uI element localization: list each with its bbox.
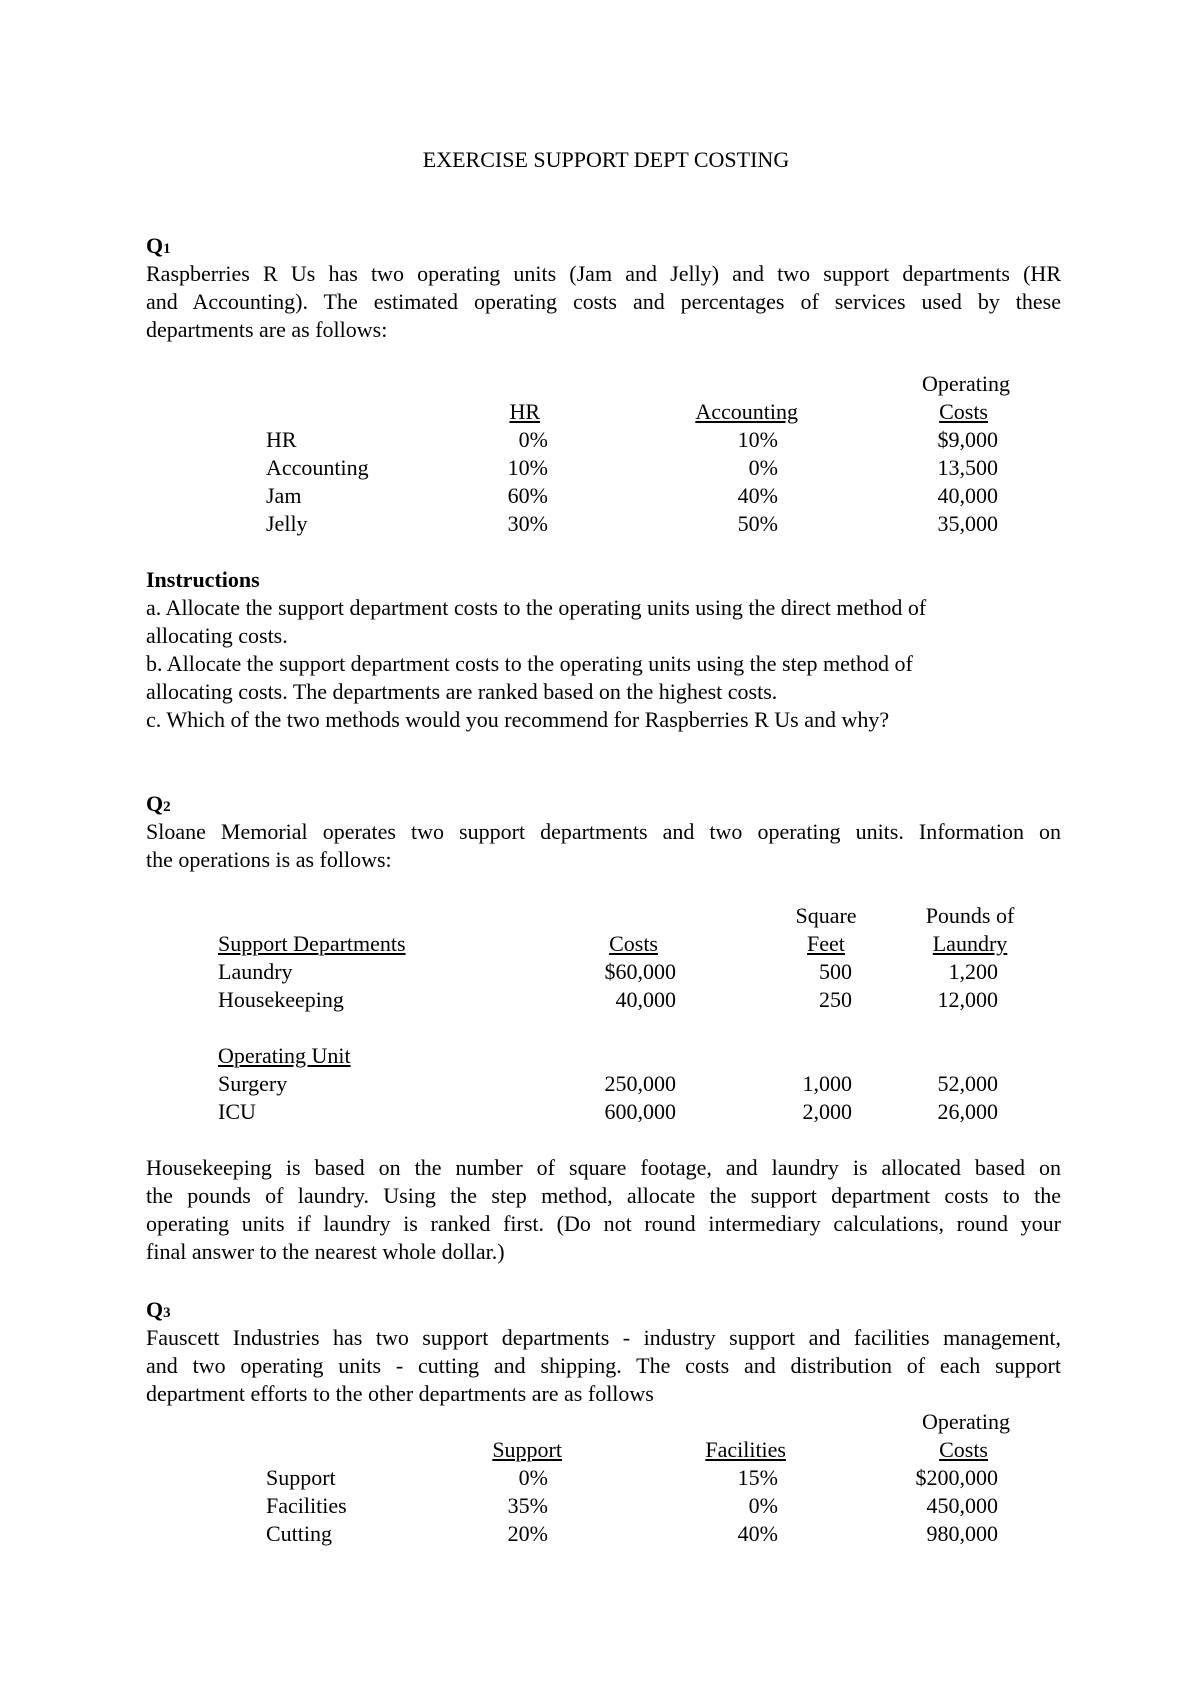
- q2-row-laundry: 12,000: [937, 987, 998, 1012]
- q2-row-costs: 40,000: [615, 987, 676, 1012]
- q3-intro-line: department efforts to the other departments are as follows: [146, 1381, 654, 1406]
- q1-row-costs: 40,000: [937, 483, 998, 508]
- q1-row-accounting: 40%: [737, 483, 778, 508]
- q2-row-label: ICU: [218, 1099, 256, 1124]
- q3-row-support: 20%: [507, 1521, 548, 1546]
- q3-row-label: Support: [266, 1465, 336, 1490]
- instruction-line: allocating costs. The departments are ranked based on the highest costs.: [146, 679, 778, 704]
- q1-row-costs: 35,000: [937, 511, 998, 536]
- q2-header-square: Square: [795, 903, 857, 928]
- q2-row-costs: 250,000: [604, 1071, 676, 1096]
- q1-header-hr: HR: [509, 399, 540, 424]
- q2-heading: Q2: [146, 791, 171, 816]
- q3-row-costs: $200,000: [915, 1465, 998, 1490]
- q2-operating-heading: Operating Unit: [218, 1043, 351, 1068]
- q3-row-costs: 450,000: [926, 1493, 998, 1518]
- q3-row-label: Facilities: [266, 1493, 347, 1518]
- q1-row-costs: 13,500: [937, 455, 998, 480]
- q2-row-laundry: 1,200: [948, 959, 998, 984]
- q3-row-support: 0%: [518, 1465, 548, 1490]
- q1-row-costs: $9,000: [937, 427, 998, 452]
- q1-instructions: [146, 594, 1061, 734]
- q2-note: [146, 1154, 1061, 1266]
- q3-row-facilities: 0%: [748, 1493, 778, 1518]
- q2-row-laundry: 52,000: [937, 1071, 998, 1096]
- q2-intro-line: the operations is as follows:: [146, 847, 392, 872]
- q1-header-costs: Costs: [939, 399, 988, 424]
- q3-header-costs: Costs: [939, 1437, 988, 1462]
- instruction-line: b. Allocate the support department costs to the operating units using the step method of: [146, 651, 913, 676]
- q2-row-feet: 250: [819, 987, 852, 1012]
- q2-intro-line: Sloane Memorial operates two support departments and two operating units. Information on: [146, 819, 1061, 844]
- q1-header-operating: Operating: [922, 371, 1010, 396]
- q2-header-costs: Costs: [609, 931, 658, 956]
- q2-row-feet: 500: [819, 959, 852, 984]
- q1-row-label: Accounting: [266, 455, 369, 480]
- q2-header-pounds: Pounds of: [925, 903, 1015, 928]
- q3-intro-line: and two operating units - cutting and shipping. The costs and distribution of each support: [146, 1353, 1061, 1378]
- q1-intro-line: and Accounting). The estimated operating costs and percentages of services used by these: [146, 289, 1061, 314]
- instruction-line: c. Which of the two methods would you recommend for Raspberries R Us and why?: [146, 707, 890, 732]
- q2-row-costs: $60,000: [604, 959, 676, 984]
- q3-row-facilities: 40%: [737, 1521, 778, 1546]
- q2-note-line: final answer to the nearest whole dollar.): [146, 1239, 505, 1264]
- q1-instructions-heading: Instructions: [146, 567, 260, 592]
- q2-note-line: the pounds of laundry. Using the step method, allocate the support department costs to the: [146, 1183, 1061, 1208]
- q1-row-label: Jam: [266, 483, 302, 508]
- q3-header-support: Support: [492, 1437, 562, 1462]
- q2-header-laundry: Laundry: [932, 931, 1008, 956]
- q2-note-line: Housekeeping is based on the number of square footage, and laundry is allocated based on: [146, 1155, 1061, 1180]
- q3-row-facilities: 15%: [737, 1465, 778, 1490]
- q1-row-label: HR: [266, 427, 297, 452]
- q1-row-hr: 60%: [507, 483, 548, 508]
- q3-header-facilities: Facilities: [705, 1437, 786, 1462]
- q1-intro-line: Raspberries R Us has two operating units (Jam and Jelly) and two support departments (HR: [146, 261, 1061, 286]
- q3-row-support: 35%: [507, 1493, 548, 1518]
- q2-row-label: Housekeeping: [218, 987, 344, 1012]
- q2-row-feet: 1,000: [802, 1071, 852, 1096]
- q1-intro-line: departments are as follows:: [146, 317, 388, 342]
- q2-row-laundry: 26,000: [937, 1099, 998, 1124]
- page-title: EXERCISE SUPPORT DEPT COSTING: [422, 147, 790, 172]
- q1-row-hr: 10%: [507, 455, 548, 480]
- q1-row-hr: 30%: [507, 511, 548, 536]
- q1-row-hr: 0%: [518, 427, 548, 452]
- q1-row-accounting: 10%: [737, 427, 778, 452]
- instruction-line: allocating costs.: [146, 623, 288, 648]
- q2-intro: [146, 818, 1061, 874]
- q1-header-accounting: Accounting: [695, 399, 798, 424]
- q2-note-line: operating units if laundry is ranked first. (Do not round intermediary calculations, round your: [146, 1211, 1061, 1236]
- q1-heading: Q1: [146, 233, 171, 258]
- q2-row-label: Surgery: [218, 1071, 288, 1096]
- instruction-line: a. Allocate the support department costs to the operating units using the direct method of: [146, 595, 927, 620]
- q3-intro: [146, 1324, 1061, 1408]
- q3-heading: Q3: [146, 1297, 171, 1322]
- q1-row-label: Jelly: [266, 511, 308, 536]
- q1-intro: [146, 260, 1061, 344]
- q3-intro-line: Fauscett Industries has two support departments - industry support and facilities management,: [146, 1325, 1061, 1350]
- q1-row-accounting: 50%: [737, 511, 778, 536]
- q3-row-label: Cutting: [266, 1521, 333, 1546]
- q3-row-costs: 980,000: [926, 1521, 998, 1546]
- q1-row-accounting: 0%: [748, 455, 778, 480]
- q3-header-operating: Operating: [922, 1409, 1010, 1434]
- q2-row-label: Laundry: [218, 959, 293, 984]
- q2-header-support-departments: Support Departments: [218, 931, 406, 956]
- q2-row-costs: 600,000: [604, 1099, 676, 1124]
- q2-header-feet: Feet: [807, 931, 845, 956]
- q2-row-feet: 2,000: [802, 1099, 852, 1124]
